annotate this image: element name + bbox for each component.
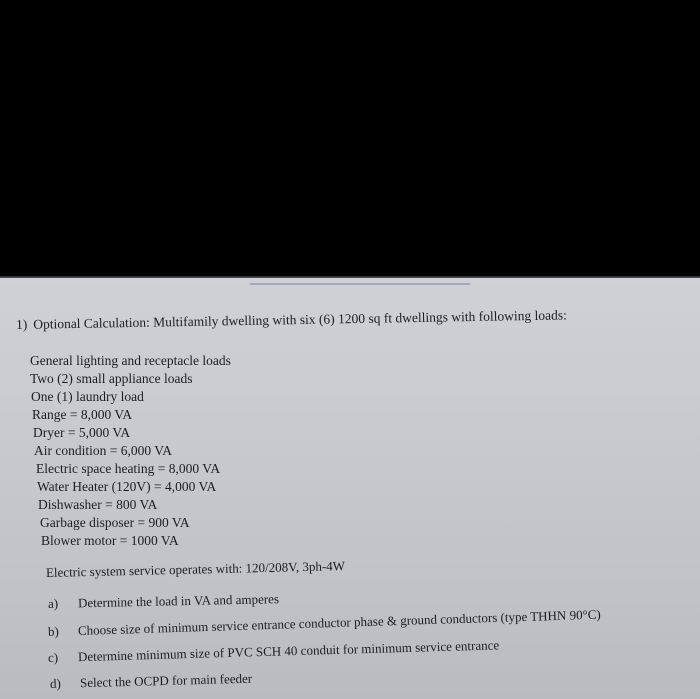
question-text: Optional Calculation: Multifamily dwelling with six (6) 1200 sq ft dwellings with following loads:: [33, 307, 567, 332]
paper-mark: [250, 283, 470, 285]
part-d-letter: d): [49, 675, 62, 691]
dark-background: [0, 0, 700, 282]
load-item-laundry: One (1) laundry load: [31, 389, 144, 404]
load-item-lighting: General lighting and receptacle loads: [30, 353, 231, 368]
part-a-letter: a): [47, 595, 59, 611]
load-item-dishwasher: Dishwasher = 800 VA: [38, 497, 158, 512]
part-d-text: Select the OCPD for main feeder: [79, 670, 253, 691]
part-b-text: Choose size of minimum service entrance conductor phase & ground conductors (type THHN 90°C): [77, 606, 601, 639]
load-item-space-heating: Electric space heating = 8,000 VA: [36, 461, 221, 476]
part-a-text: Determine the load in VA and amperes: [77, 591, 280, 611]
load-item-range: Range = 8,000 VA: [32, 407, 133, 422]
system-description: Electric system service operates with: 120/208V, 3ph-4W: [45, 558, 346, 580]
load-item-blower-motor: Blower motor = 1000 VA: [41, 533, 179, 548]
load-item-air-condition: Air condition = 6,000 VA: [34, 443, 172, 458]
load-item-small-appliance: Two (2) small appliance loads: [30, 371, 193, 386]
part-c-text: Determine minimum size of PVC SCH 40 conduit for minimum service entrance: [77, 637, 500, 665]
load-item-dryer: Dryer = 5,000 VA: [33, 425, 131, 440]
load-item-water-heater: Water Heater (120V) = 4,000 VA: [37, 479, 217, 494]
part-b-letter: b): [47, 623, 60, 639]
question-number: 1): [15, 316, 28, 332]
load-list: [30, 352, 231, 550]
load-item-garbage-disposer: Garbage disposer = 900 VA: [40, 515, 190, 530]
part-c-letter: c): [47, 649, 59, 665]
